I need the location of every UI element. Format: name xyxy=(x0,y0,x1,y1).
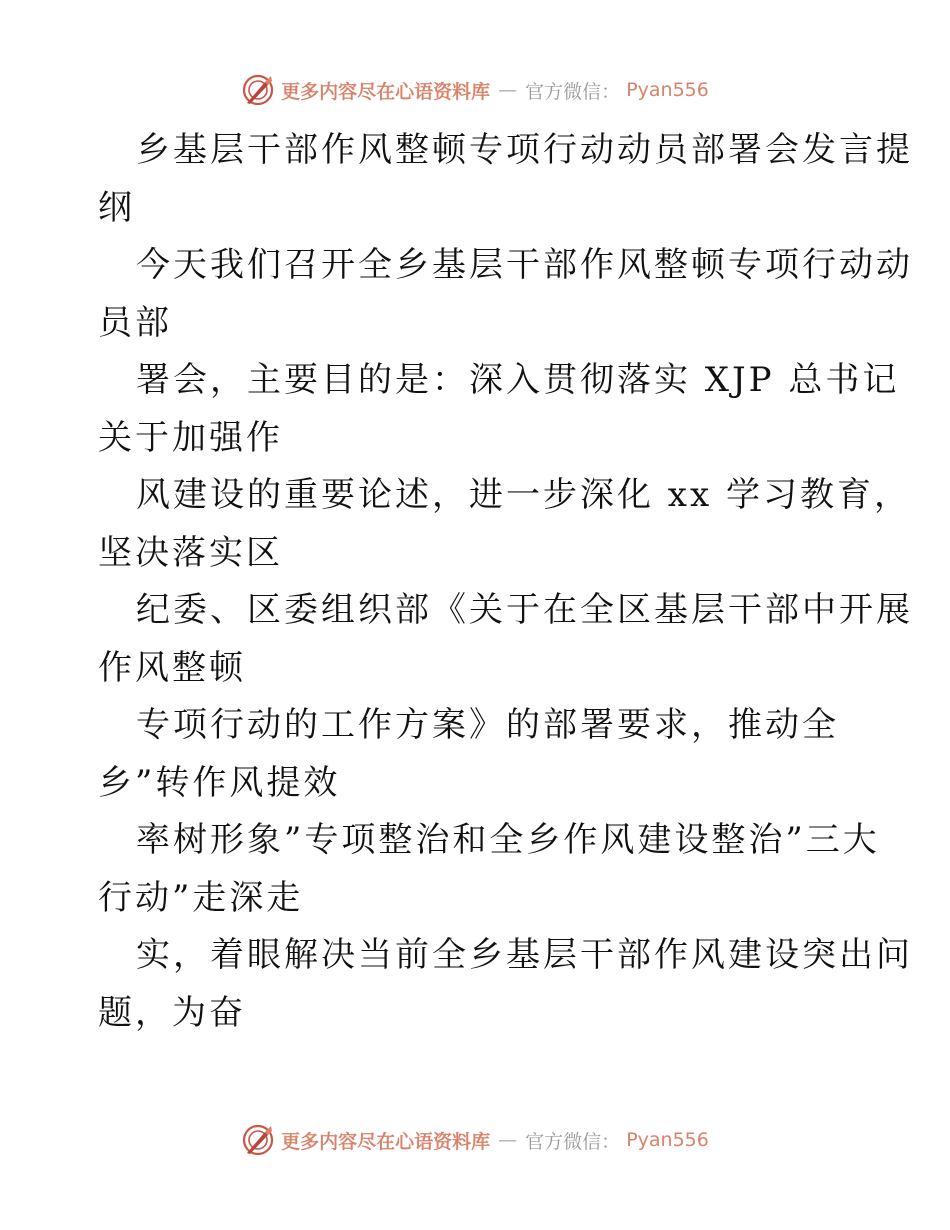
doc-line-8: 坚决落实区 xyxy=(98,532,283,573)
quill-logo-icon xyxy=(241,73,275,107)
doc-line-9: 纪委、区委组织部《关于在全区基层干部中开展 xyxy=(136,590,913,630)
doc-line-2: 纲 xyxy=(98,187,135,228)
header-wechat-account: Pyan556 xyxy=(626,79,709,101)
doc-line-7: 风建设的重要论述，进一步深化 xx 学习教育， xyxy=(136,475,911,515)
footer-wechat-account: Pyan556 xyxy=(626,1129,709,1151)
document-body xyxy=(98,122,913,1042)
doc-line-14: 行动”走深走 xyxy=(98,877,304,918)
doc-line-15: 实，着眼解决当前全乡基层干部作风建设突出问 xyxy=(136,935,913,975)
header-banner xyxy=(0,70,950,110)
doc-line-12: 乡”转作风提效 xyxy=(98,762,341,803)
footer-dash: — xyxy=(498,1129,518,1151)
doc-line-1: 乡基层干部作风整顿专项行动动员部署会发言提 xyxy=(136,130,913,170)
doc-line-6: 关于加强作 xyxy=(98,417,283,458)
doc-line-11: 专项行动的工作方案》的部署要求，推动全 xyxy=(136,705,839,745)
header-banner-content xyxy=(241,73,709,107)
footer-banner xyxy=(0,1120,950,1160)
doc-line-16: 题，为奋 xyxy=(98,992,246,1033)
doc-line-13: 率树形象”专项整治和全乡作风建设整治”三大 xyxy=(136,820,880,860)
footer-banner-content xyxy=(241,1123,709,1157)
header-wechat-label: 官方微信： xyxy=(525,80,621,103)
doc-line-10: 作风整顿 xyxy=(98,647,246,688)
doc-line-5: 署会，主要目的是：深入贯彻落实 XJP 总书记 xyxy=(136,360,900,400)
footer-promo-text: 更多内容尽在心语资料库 xyxy=(281,1130,491,1153)
footer-wechat-label: 官方微信： xyxy=(525,1130,621,1153)
header-dash: — xyxy=(498,79,518,101)
doc-line-4: 员部 xyxy=(98,302,172,343)
header-promo-text: 更多内容尽在心语资料库 xyxy=(281,80,491,103)
doc-line-3: 今天我们召开全乡基层干部作风整顿专项行动动 xyxy=(136,245,913,285)
quill-logo-icon xyxy=(241,1123,275,1157)
